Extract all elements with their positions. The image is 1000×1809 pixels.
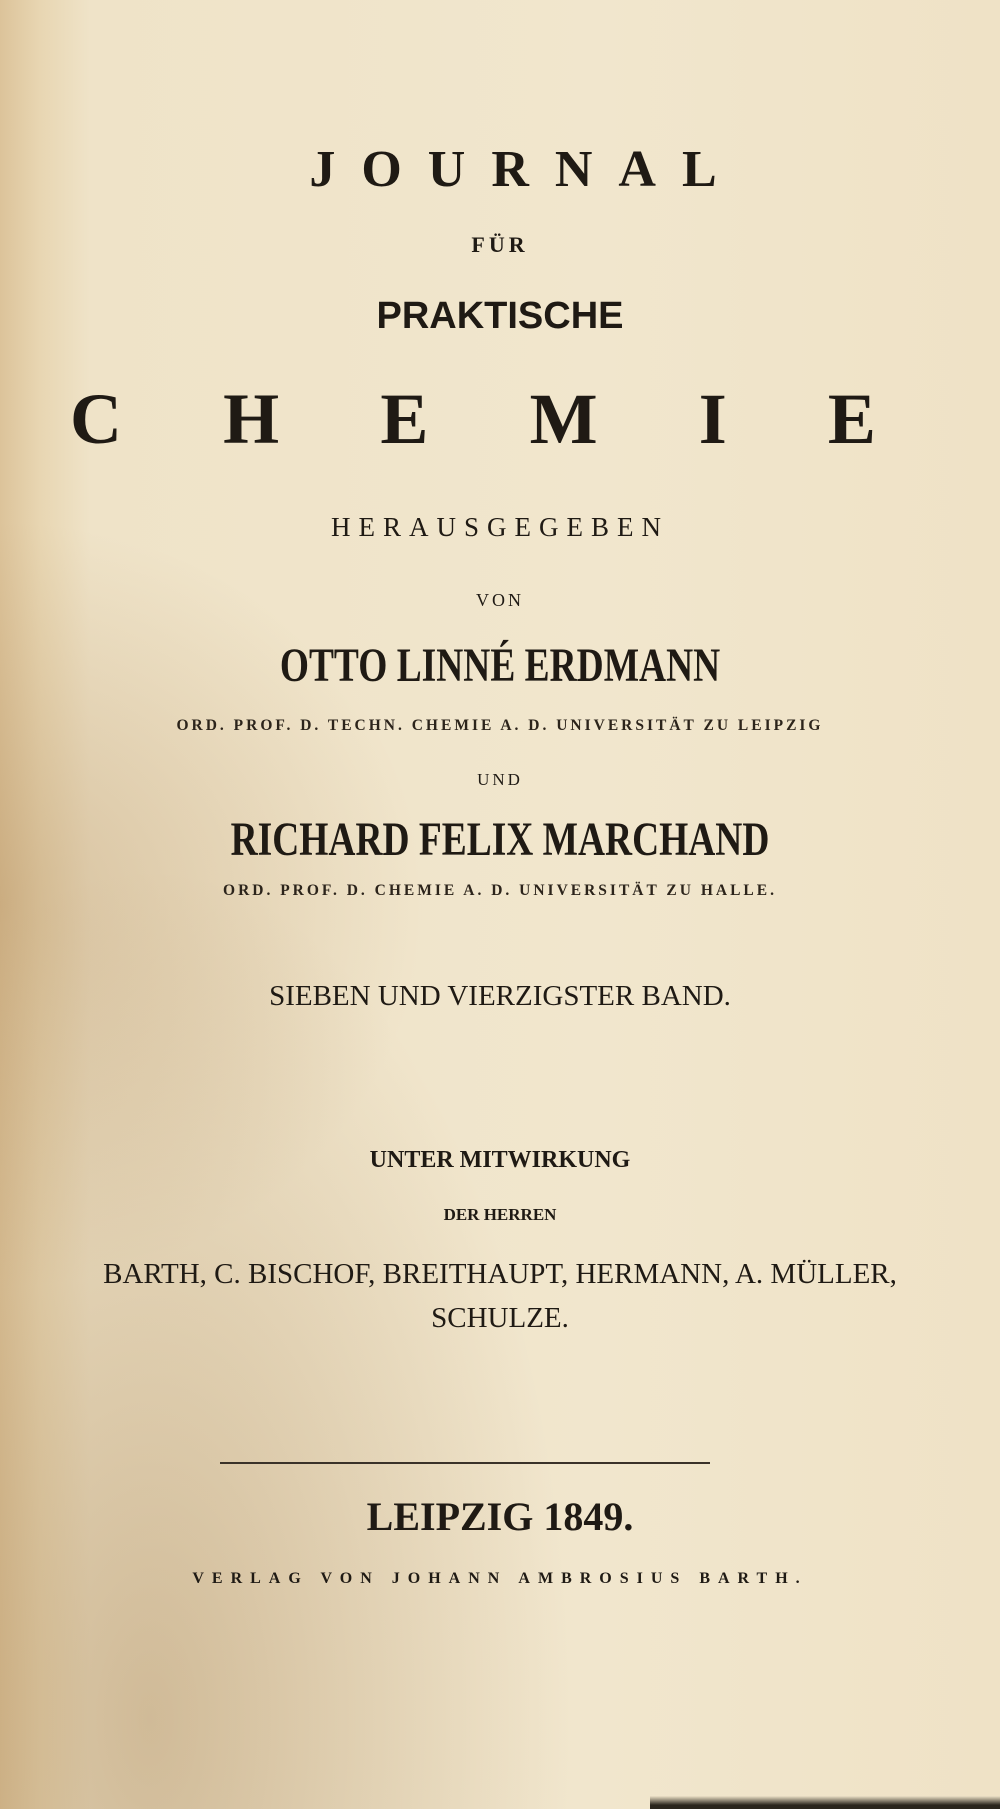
subject-letter: E xyxy=(380,379,429,459)
publisher: VERLAG VON JOHANN AMBROSIUS BARTH. xyxy=(192,1570,808,1587)
journal-subject-main xyxy=(70,378,876,461)
subject-letter: C xyxy=(70,379,122,459)
contributor-names: BARTH, C. BISCHOF, BREITHAUPT, HERMANN, A. MÜLLER, SCHULZE. xyxy=(103,1258,897,1334)
page-edge-shadow xyxy=(650,1796,1000,1809)
journal-title-fuer: FÜR xyxy=(471,232,529,257)
journal-title: JOURNAL xyxy=(309,141,743,198)
editor-2-name: RICHARD FELIX MARCHAND xyxy=(230,813,770,866)
conjunction: UND xyxy=(477,770,523,789)
journal-subject-line: PRAKTISCHE xyxy=(376,295,624,337)
collaboration-heading: UNTER MITWIRKUNG xyxy=(369,1147,631,1173)
editor-1-name: OTTO LINNÉ ERDMANN xyxy=(279,639,721,692)
volume-number: SIEBEN UND VIERZIGSTER BAND. xyxy=(269,980,731,1012)
subject-letter: I xyxy=(698,379,727,459)
subject-letter: M xyxy=(529,379,598,459)
divider-rule xyxy=(220,1462,710,1464)
collaboration-subheading: DER HERREN xyxy=(443,1205,557,1224)
edited-label: HERAUSGEGEBEN xyxy=(331,512,669,542)
subject-letter: E xyxy=(827,379,876,459)
editor-1-affiliation: ORD. PROF. D. TECHN. CHEMIE A. D. UNIVERSITÄT ZU LEIPZIG xyxy=(176,717,824,734)
editor-2-affiliation: ORD. PROF. D. CHEMIE A. D. UNIVERSITÄT ZU HALLE. xyxy=(223,882,777,899)
by-label: VON xyxy=(476,590,524,610)
place-year: LEIPZIG 1849. xyxy=(366,1494,634,1539)
subject-letter: H xyxy=(223,379,280,459)
